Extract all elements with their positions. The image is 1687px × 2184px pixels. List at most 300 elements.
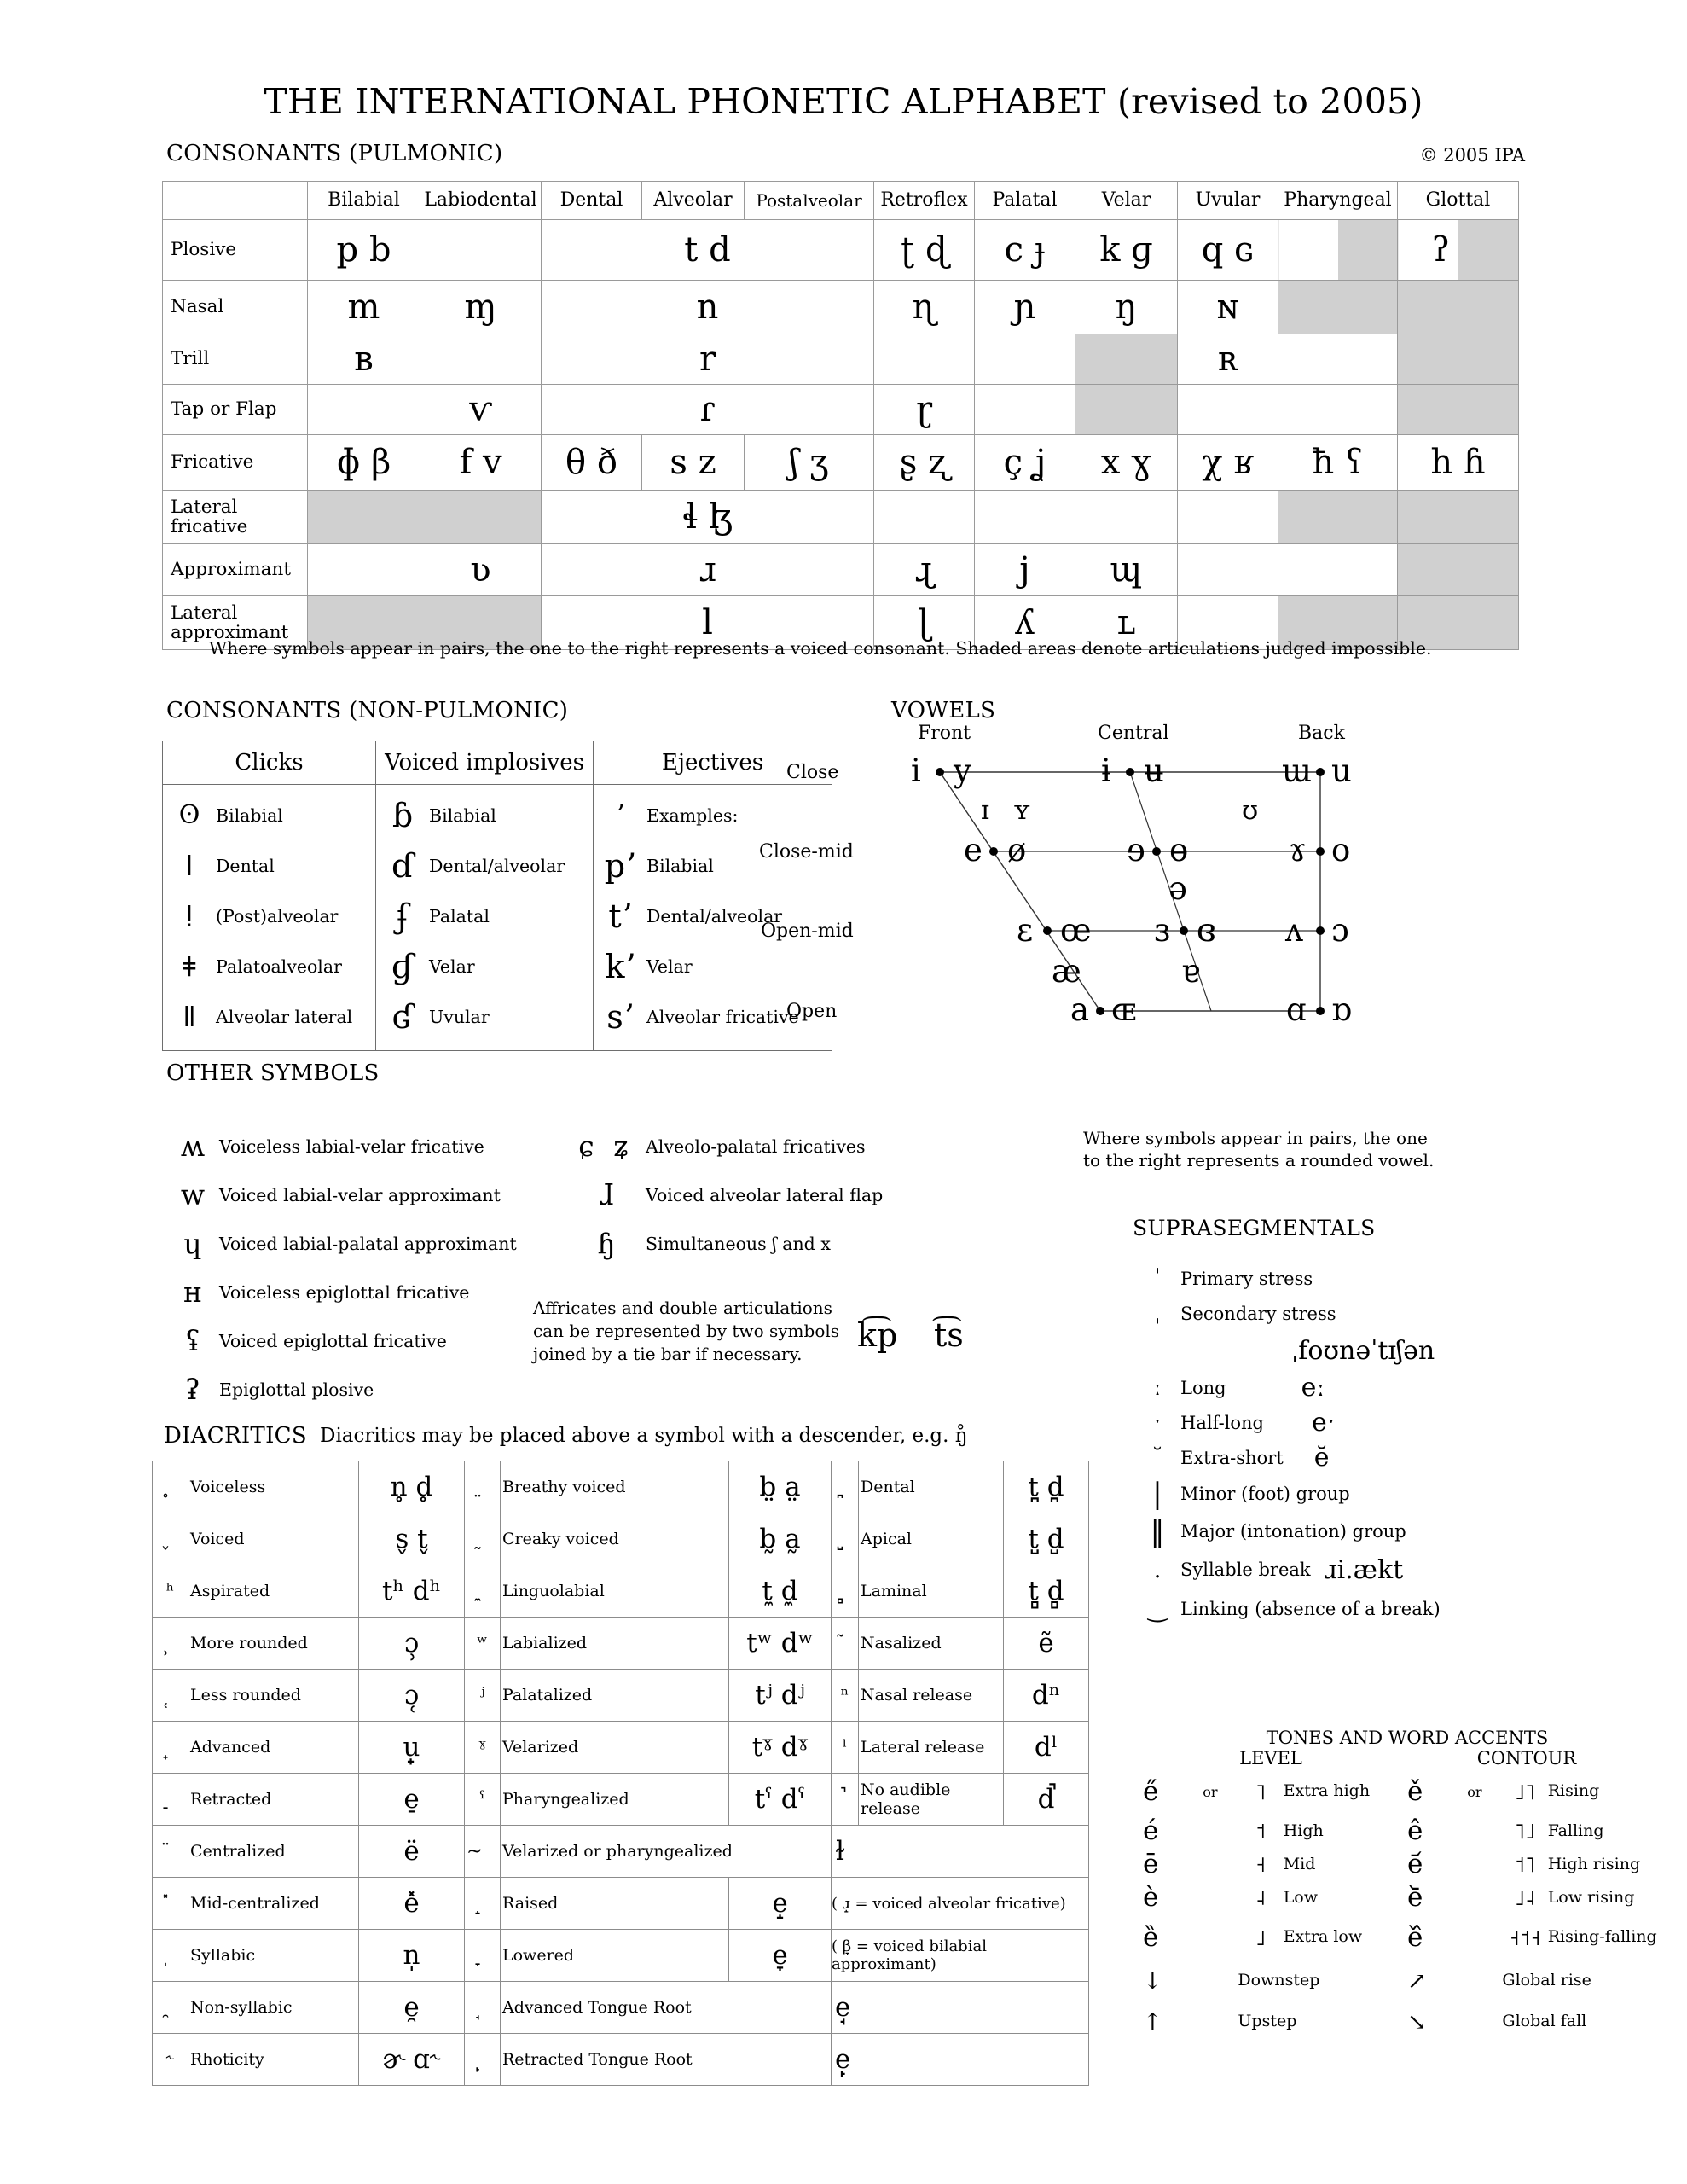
row-label-nasal: Nasal [163,281,308,334]
implosives-list [376,790,593,1042]
symbol-turned-h-label: Voiced labial-palatal approximant [219,1233,517,1254]
col-header-palatal: Palatal [975,182,1075,220]
list-item [594,790,832,840]
list-item [163,941,375,991]
diacritic-mark-voiceless [153,1461,188,1513]
tone-level-extra-high-or: or [1203,1783,1218,1800]
primary-stress-mark-icon: ˈ [1154,1265,1161,1292]
list-item [376,840,593,891]
col-header-dental: Dental [542,182,642,220]
implosive-bilabial-symbol: ɓ [391,796,414,834]
list-item [376,941,593,991]
vowel-script-a: ɑ [1286,991,1307,1028]
diacritic-example-velarized: tˠ dˠ [729,1722,832,1774]
col-header-glottal: Glottal [1398,182,1519,220]
diacritic-mark-nasalized [832,1618,859,1670]
symbol-reversed-glottal-icon: ʢ [185,1324,200,1357]
ejective-alveolar-fricative-symbol: sʼ [606,997,634,1036]
cell-tap-pharyngeal [1278,385,1398,435]
diacritic-name-nasalized: Nasalized [859,1618,1004,1670]
implosive-velar-label: Velar [429,956,475,977]
cell-trill-glottal [1398,334,1519,385]
vowel-axis-back: Back [1298,723,1345,744]
tone-contour-rising-falling-or [1467,1914,1502,1960]
click-palatoalveolar-label: Palatoalveolar [216,956,342,977]
tone-level-mid-or [1203,1848,1238,1881]
cell-fricative-uvular: χ ʁ [1178,435,1278,491]
cell-latapprox-palatal: ʎ [975,596,1075,650]
secondary-stress-mark-icon: ˌ [1154,1300,1161,1327]
diacritic-name-syllabic: Syllabic [188,1930,359,1982]
diacritic-example-dental: t̪ d̪ [1004,1461,1089,1513]
vowel-axis-central: Central [1098,723,1169,744]
diacritic-example-aspirated: tʰ dʰ [359,1565,465,1618]
cell-plosive-dental-alveolar-postalveolar: t d [542,220,874,281]
linking-label: Linking (absence of a break) [1180,1599,1441,1619]
tiebar-note-line1: Affricates and double articulations [533,1298,832,1318]
click-dental-label: Dental [216,855,275,876]
list-item [567,1122,994,1170]
ejective-velar-label: Velar [646,956,693,977]
tone-level-extra-low-label: Extra low [1283,1927,1363,1947]
ejective-bilabial-symbol: pʼ [604,846,636,885]
tone-contour-low-rising-label: Low rising [1547,1887,1635,1907]
tone-level-mid-label: Mid [1283,1854,1316,1873]
tone-contour-rising-falling-label: Rising-falling [1547,1927,1657,1947]
cell-trill-dental-alveolar-postalveolar: r [542,334,874,385]
list-item [166,1122,610,1170]
cell-approx-uvular [1178,544,1278,596]
tiebar-note [533,1297,840,1366]
diacritic-example-mid-centralized: e̽ [359,1878,465,1930]
list-item [163,790,375,840]
diacritics-table [152,1461,1089,2086]
diacritic-mark-less-rounded [153,1670,188,1722]
list-item [1134,1550,1680,1589]
ejective-marker-symbol: ʼ [616,799,624,830]
diacritic-mark-retracted [153,1774,188,1826]
tone-contour-rising-or: or [1467,1783,1482,1800]
vowel-i: i [911,752,921,789]
diacritic-example-raised: e̝ [729,1878,832,1930]
diacritic-example-pharyngealized: tˤ dˤ [729,1774,832,1826]
vowel-barred-i: ɨ [1101,752,1111,789]
pulmonic-footnote: Where symbols appear in pairs, the one to the right represents a voiced consonant. Shaded areas denote articulations judged impossible. [209,638,1432,659]
vowel-axis-front: Front [918,723,971,744]
vowel-closed-reversed-epsilon: ɞ [1197,912,1216,949]
diacritics-note: Diacritics may be placed above a symbol with a descender, e.g. ŋ̊ [320,1425,968,1447]
vowel-small-capital-i: ɪ [981,795,989,826]
cell-fricative-retroflex: ʂ ʐ [874,435,975,491]
list-item [1134,1261,1680,1296]
diacritic-mark-voiced [153,1513,188,1565]
spacer [1203,2001,1238,2042]
list-item [1134,1370,1680,1405]
cell-trill-pharyngeal [1278,334,1398,385]
tones-row [1143,1960,1672,2001]
tone-contour-high-rising-icon: ˦˥ [1514,1852,1536,1877]
nonpulmonic-consonants-table [162,741,832,1051]
implosives-column [376,785,594,1051]
diacritics-row [153,1930,1089,1982]
diacritic-example-more-rounded: ɔ̹ [359,1618,465,1670]
cell-trill-velar [1075,334,1178,385]
diacritic-mark-more-rounded [153,1618,188,1670]
tone-level-high-or [1203,1815,1238,1848]
diacritic-mark-palatalized: ʲ [465,1670,501,1722]
cell-tap-retroflex: ɽ [874,385,975,435]
row-label-plosive: Plosive [163,220,308,281]
tiebar-example-kp: k͡p [857,1316,898,1354]
tone-level-high-label: High [1283,1821,1324,1840]
cell-nasal-palatal: ɲ [975,281,1075,334]
vowel-o: o [1331,832,1351,868]
ejective-bilabial-label: Bilabial [646,855,714,876]
tone-level-mid-symbol: ē [1143,1849,1159,1879]
cell-plosive-labiodental [420,220,542,281]
click-postalveolar-symbol: ǃ [185,899,194,932]
diacritic-mark-syllabic [153,1930,188,1982]
diacritic-example-breathy-voiced: b̤ a̤ [729,1461,832,1513]
diacritics-row [153,1618,1089,1670]
tone-level-low-icon: ˨ [1255,1885,1267,1910]
diacritic-example-advanced: u̟ [359,1722,465,1774]
diacritic-example-syllabic: n̩ [359,1930,465,1982]
diacritic-example-apical: t̺ d̺ [1004,1513,1089,1565]
cell-tap-labiodental: ⱱ [420,385,542,435]
implosive-bilabial-label: Bilabial [429,804,496,826]
tone-contour-falling-label: Falling [1547,1821,1604,1840]
table-row-nasal [163,281,1519,334]
tone-level-extra-high-label: Extra high [1283,1781,1371,1801]
diacritic-paren-raised: ( ɹ̝ = voiced alveolar fricative) [832,1878,1089,1930]
cell-latapprox-dental-alveolar-postalveolar: l [542,596,874,650]
table-row-lateral-fricative [163,491,1519,544]
col-header-uvular: Uvular [1178,182,1278,220]
list-item [376,891,593,941]
tone-level-mid-icon: ˧ [1255,1852,1267,1877]
diacritic-mark-creaky-voiced [465,1513,501,1565]
tones-row [1143,1815,1672,1848]
row-label-lateral-approximant: Lateral approximant [163,596,308,650]
vowel-o-slash: ø [1007,832,1027,868]
diacritic-name-pharyngealized: Pharyngealized [501,1774,729,1826]
tones-and-word-accents-section [1143,1728,1672,2042]
diacritic-example-atr: e̘ [832,1982,1089,2034]
table-row-fricative [163,435,1519,491]
extra-short-mark-icon: ˘ [1151,1444,1163,1471]
vowel-reversed-epsilon: ɜ [1154,912,1170,949]
symbol-turned-long-leg-r-icon: ɺ [599,1178,614,1211]
list-item [376,790,593,840]
pulmonic-consonants-table [162,181,1519,650]
diacritic-example-velarized-pharyngealized: ɫ [832,1826,1089,1878]
click-bilabial-label: Bilabial [216,804,283,826]
list-item [163,991,375,1042]
diacritic-mark-aspirated: ʰ [153,1565,188,1618]
long-label: Long [1180,1377,1226,1398]
tiebar-note-line2: can be represented by two symbols [533,1321,840,1341]
vowel-rams-horn: ɤ [1289,832,1307,868]
tone-contour-falling-symbol: ê [1407,1815,1423,1846]
cell-fricative-pharyngeal: ħ ʕ [1278,435,1398,491]
diacritic-name-linguolabial: Linguolabial [501,1565,729,1618]
diacritic-example-retracted: e̠ [359,1774,465,1826]
click-alveolar-lateral-symbol: ǁ [182,1000,197,1033]
diacritic-example-lowered: e̞ [729,1930,832,1982]
diacritic-name-nasal-release: Nasal release [859,1670,1004,1722]
diacritic-name-more-rounded: More rounded [188,1618,359,1670]
row-label-trill: Trill [163,334,308,385]
ejective-dental-label: Dental/alveolar [646,905,783,926]
tone-level-low-symbol: è [1143,1882,1159,1913]
section-heading-consonants-pulmonic: CONSONANTS (PULMONIC) [166,141,503,166]
diacritic-paren-lowered: ( β̞ = voiced bilabial approximant) [832,1930,1089,1982]
page-title: THE INTERNATIONAL PHONETIC ALPHABET (revised to 2005) [264,81,1423,122]
vowel-turned-m: ɯ [1282,752,1313,789]
symbol-reversed-glottal-label: Voiced epiglottal fricative [219,1330,447,1351]
diacritics-row [153,1461,1089,1513]
downstep-label: Downstep [1238,1971,1320,1990]
cell-nasal-labiodental: ɱ [420,281,542,334]
tone-contour-rising-label: Rising [1547,1781,1600,1801]
diacritic-name-less-rounded: Less rounded [188,1670,359,1722]
list-item [1134,1440,1680,1475]
symbol-turned-w-label: Voiceless labial-velar fricative [219,1136,484,1157]
diacritics-row [153,1982,1089,2034]
vowel-ae-ligature: æ [1052,953,1081,990]
list-item [163,891,375,941]
list-item [1134,1475,1680,1513]
diacritic-mark-apical [832,1513,859,1565]
list-item [567,1170,994,1219]
vowel-turned-script-a: ɒ [1331,991,1352,1028]
tone-contour-low-rising-icon: ˩˨ [1514,1885,1536,1910]
global-fall-label: Global fall [1502,2012,1587,2031]
diacritic-name-apical: Apical [859,1513,1004,1565]
click-bilabial-symbol: ʘ [178,799,200,830]
table-header-row [163,182,1519,220]
list-item [1134,1513,1680,1550]
cell-latfric-uvular [1178,491,1278,544]
cell-tap-glottal [1398,385,1519,435]
spacer [1467,2001,1502,2042]
diacritic-example-labialized: tʷ dʷ [729,1618,832,1670]
tone-level-extra-low-or [1203,1914,1238,1960]
tone-contour-high-rising-symbol: e᷄ [1407,1849,1423,1879]
cell-latfric-retroflex [874,491,975,544]
cell-latfric-labiodental [420,491,542,544]
corner-cell [163,182,308,220]
vowel-oe-small-capital: ɶ [1111,991,1137,1028]
nonpulmonic-header-row [163,741,832,785]
tone-contour-falling-or [1467,1815,1502,1848]
vowel-footnote-line1: Where symbols appear in pairs, the one [1083,1128,1428,1148]
secondary-stress-example: ˌfoʊnəˈtɪʃən [1291,1335,1435,1366]
diacritic-mark-atr [465,1982,501,2034]
major-group-mark-icon: ‖ [1150,1514,1165,1548]
col-header-pharyngeal: Pharyngeal [1278,182,1398,220]
cell-fricative-labiodental: f v [420,435,542,491]
cell-nasal-uvular: ɴ [1178,281,1278,334]
tones-row [1143,1848,1672,1881]
tones-row [1143,1881,1672,1914]
implosive-dental-symbol: ɗ [391,846,414,885]
list-item [1134,1331,1680,1370]
cell-approx-labiodental: ʋ [420,544,542,596]
vowel-y: y [954,752,971,789]
cell-nasal-glottal [1398,281,1519,334]
list-item [1134,1589,1680,1629]
other-symbols-left-column [166,1122,610,1414]
diacritic-mark-breathy-voiced [465,1461,501,1513]
implosive-palatal-label: Palatal [429,905,490,926]
col-header-postalveolar: Postalveolar [745,182,874,220]
cell-tap-bilabial [308,385,420,435]
cell-latfric-bilabial [308,491,420,544]
diacritics-row [153,1774,1089,1826]
cell-trill-retroflex [874,334,975,385]
diacritic-example-centralized: ë [359,1826,465,1878]
diacritics-row [153,2034,1089,2086]
vowel-small-capital-y: ʏ [1013,795,1031,826]
col-header-ejectives: Ejectives [594,741,832,785]
vowel-turned-a: ɐ [1181,953,1201,990]
vowel-reversed-e: ɘ [1127,832,1145,868]
long-example: eː [1301,1373,1325,1403]
diacritic-mark-velarized: ˠ [465,1722,501,1774]
diacritic-name-voiceless: Voiceless [188,1461,359,1513]
table-row-tap-or-flap [163,385,1519,435]
diacritic-mark-advanced [153,1722,188,1774]
diacritics-row [153,1826,1089,1878]
cell-latfric-dental-alveolar-postalveolar: ɬ ɮ [542,491,874,544]
vowel-barred-u: ʉ [1144,752,1164,789]
cell-trill-uvular: ʀ [1178,334,1278,385]
diacritic-mark-pharyngealized: ˤ [465,1774,501,1826]
cell-plosive-bilabial: p b [308,220,420,281]
section-heading-suprasegmentals: SUPRASEGMENTALS [1133,1216,1376,1240]
diacritics-row [153,1722,1089,1774]
col-header-clicks: Clicks [163,741,376,785]
tones-heading: TONES AND WORD ACCENTS [1266,1728,1549,1748]
cell-plosive-palatal: c ɟ [975,220,1075,281]
diacritic-name-laminal: Laminal [859,1565,1004,1618]
tones-table [1143,1769,1672,2042]
cell-latapprox-velar: ʟ [1075,596,1178,650]
tone-level-extra-high-symbol: e̋ [1143,1775,1159,1807]
cell-fricative-alveolar: s z [642,435,745,491]
cell-approx-pharyngeal [1278,544,1398,596]
implosive-uvular-label: Uvular [429,1006,490,1027]
half-long-label: Half-long [1180,1412,1264,1433]
diacritic-example-laminal: t̻ d̻ [1004,1565,1089,1618]
list-item [166,1365,610,1414]
diacritic-mark-centralized [153,1826,188,1878]
diacritic-name-non-syllabic: Non-syllabic [188,1982,359,2034]
symbol-w-label: Voiced labial-velar approximant [219,1184,501,1205]
tiebar-example-ts: t͡s [934,1316,964,1354]
vowel-height-close: Close [786,762,839,783]
cell-trill-palatal [975,334,1075,385]
spacer [1467,1960,1502,2001]
list-item [567,1219,994,1268]
cell-nasal-velar: ŋ [1075,281,1178,334]
cell-fricative-bilabial: ɸ β [308,435,420,491]
global-fall-arrow-icon: ↘ [1407,2008,1427,2036]
upstep-label: Upstep [1238,2012,1297,2031]
cell-nasal-bilabial: m [308,281,420,334]
col-header-bilabial: Bilabial [308,182,420,220]
diacritic-example-nasal-release: dⁿ [1004,1670,1089,1722]
downstep-arrow-icon: ↓ [1143,1967,1162,1995]
symbol-small-capital-h-icon: ʜ [183,1275,202,1309]
cell-fricative-postalveolar: ʃ ʒ [745,435,874,491]
section-heading-diacritics: DIACRITICS [164,1423,307,1449]
col-header-voiced-implosives: Voiced implosives [376,741,594,785]
tone-level-low-or [1203,1881,1238,1914]
vowel-height-open-mid: Open-mid [761,921,854,942]
symbol-alveolo-palatal-icon: ɕ ʑ [578,1130,635,1163]
list-item [1134,1405,1680,1440]
tone-contour-high-rising-label: High rising [1547,1854,1641,1873]
implosive-palatal-symbol: ʄ [396,897,409,935]
diacritic-name-advanced: Advanced [188,1722,359,1774]
syllable-break-mark-icon: . [1153,1556,1162,1583]
nonpulmonic-body-row [163,785,832,1051]
secondary-stress-label: Secondary stress [1180,1303,1336,1324]
diacritic-name-palatalized: Palatalized [501,1670,729,1722]
table-row-approximant [163,544,1519,596]
diacritic-mark-velarized-pharyngealized [465,1826,501,1878]
vowel-schwa: ə [1168,870,1187,907]
cell-approx-palatal: j [975,544,1075,596]
clicks-column [163,785,376,1051]
cell-plosive-retroflex: ʈ ɖ [874,220,975,281]
tones-row [1143,1769,1672,1815]
section-heading-vowels: VOWELS [891,698,996,723]
vowel-footnote-line2: to the right represents a rounded vowel. [1083,1150,1435,1170]
vowel-oe-ligature: œ [1060,912,1092,949]
list-item [376,991,593,1042]
major-group-label: Major (intonation) group [1180,1521,1406,1542]
primary-stress-label: Primary stress [1180,1268,1313,1289]
clicks-list [163,790,375,1042]
diacritic-name-lateral-release: Lateral release [859,1722,1004,1774]
copyright-notice: © 2005 IPA [1419,145,1525,166]
diacritic-example-linguolabial: t̼ d̼ [729,1565,832,1618]
diacritics-row [153,1670,1089,1722]
tone-contour-rising-falling-icon: ˧˦˧ [1509,1925,1541,1950]
minor-group-label: Minor (foot) group [1180,1484,1350,1504]
diacritic-mark-lateral-release: ˡ [832,1722,859,1774]
diacritic-mark-dental [832,1461,859,1513]
col-header-velar: Velar [1075,182,1178,220]
cell-plosive-uvular: q ɢ [1178,220,1278,281]
tone-level-extra-high-icon: ˥ [1255,1779,1267,1804]
click-palatoalveolar-symbol: ǂ [183,950,196,983]
diacritic-example-creaky-voiced: b̰ a̰ [729,1513,832,1565]
row-label-tap-or-flap: Tap or Flap [163,385,308,435]
diacritic-name-atr: Advanced Tongue Root [501,1982,832,2034]
half-long-example: eˑ [1312,1408,1336,1438]
upstep-arrow-icon: ↑ [1143,2008,1162,2036]
diacritic-mark-laminal [832,1565,859,1618]
vowel-u: u [1331,752,1352,789]
syllable-break-example: ɹi.ækt [1324,1554,1404,1585]
diacritic-mark-mid-centralized [153,1878,188,1930]
tones-row [1143,1914,1672,1960]
